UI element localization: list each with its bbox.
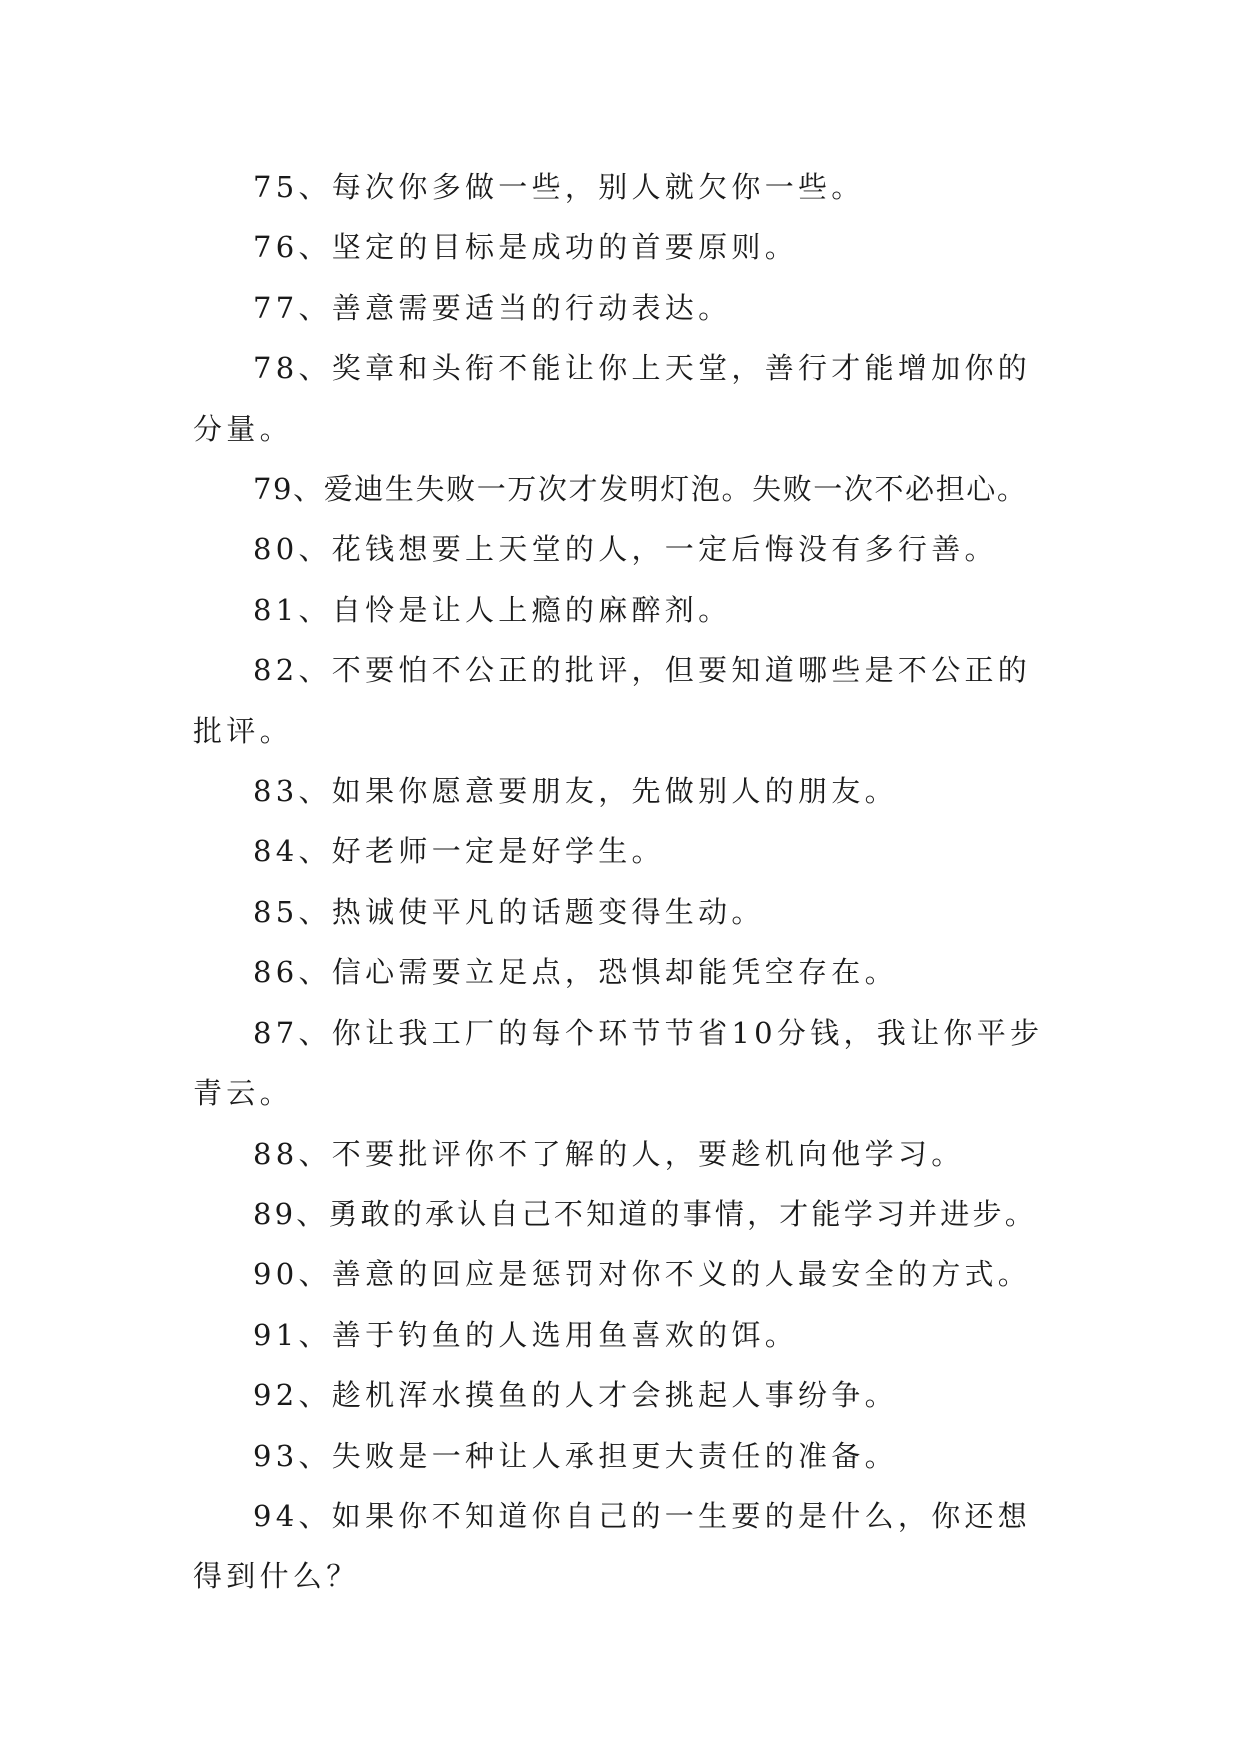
quote-list [193,157,1053,1607]
quote-84: 84、好老师一定是好学生。 [253,834,665,869]
quote-75: 75、每次你多做一些，别人就欠你一些。 [253,170,865,204]
quote-86: 86、信心需要立足点，恐惧却能凭空存在。 [253,955,898,990]
quote-77: 77、善意需要适当的行动表达。 [253,290,732,325]
quote-85: 85、热诚使平凡的话题变得生动。 [253,894,765,929]
quote-78: 78、奖章和头衔不能让你上天堂，善行才能增加你的分量。 [193,351,1032,446]
quote-88: 88、不要批评你不了解的人，要趁机向他学习。 [253,1136,965,1171]
quote-80: 80、花钱想要上天堂的人，一定后悔没有多行善。 [253,532,998,567]
quote-92: 92、趁机浑水摸鱼的人才会挑起人事纷争。 [253,1378,898,1413]
quote-93: 93、失败是一种让人承担更大责任的准备。 [253,1438,898,1473]
quote-83: 83、如果你愿意要朋友，先做别人的朋友。 [253,774,898,809]
quote-89: 89、勇敢的承认自己不知道的事情，才能学习并进步。 [253,1196,1037,1231]
quote-94: 94、如果你不知道你自己的一生要的是什么，你还想得到什么？ [193,1498,1032,1594]
quote-82: 82、不要怕不公正的批评，但要知道哪些是不公正的批评。 [193,653,1032,748]
quote-87: 87、你让我工厂的每个环节节省10分钱，我让你平步青云。 [193,1015,1044,1111]
quote-76: 76、坚定的目标是成功的首要原则。 [253,230,799,265]
quote-79: 79、爱迪生失败一万次才发明灯泡。失败一次不必担心。 [253,472,1028,507]
quote-81: 81、自怜是让人上瘾的麻醉剂。 [253,592,732,627]
quote-91: 91、善于钓鱼的人选用鱼喜欢的饵。 [253,1317,799,1352]
quote-90: 90、善意的回应是惩罚对你不义的人最安全的方式。 [253,1257,1032,1292]
